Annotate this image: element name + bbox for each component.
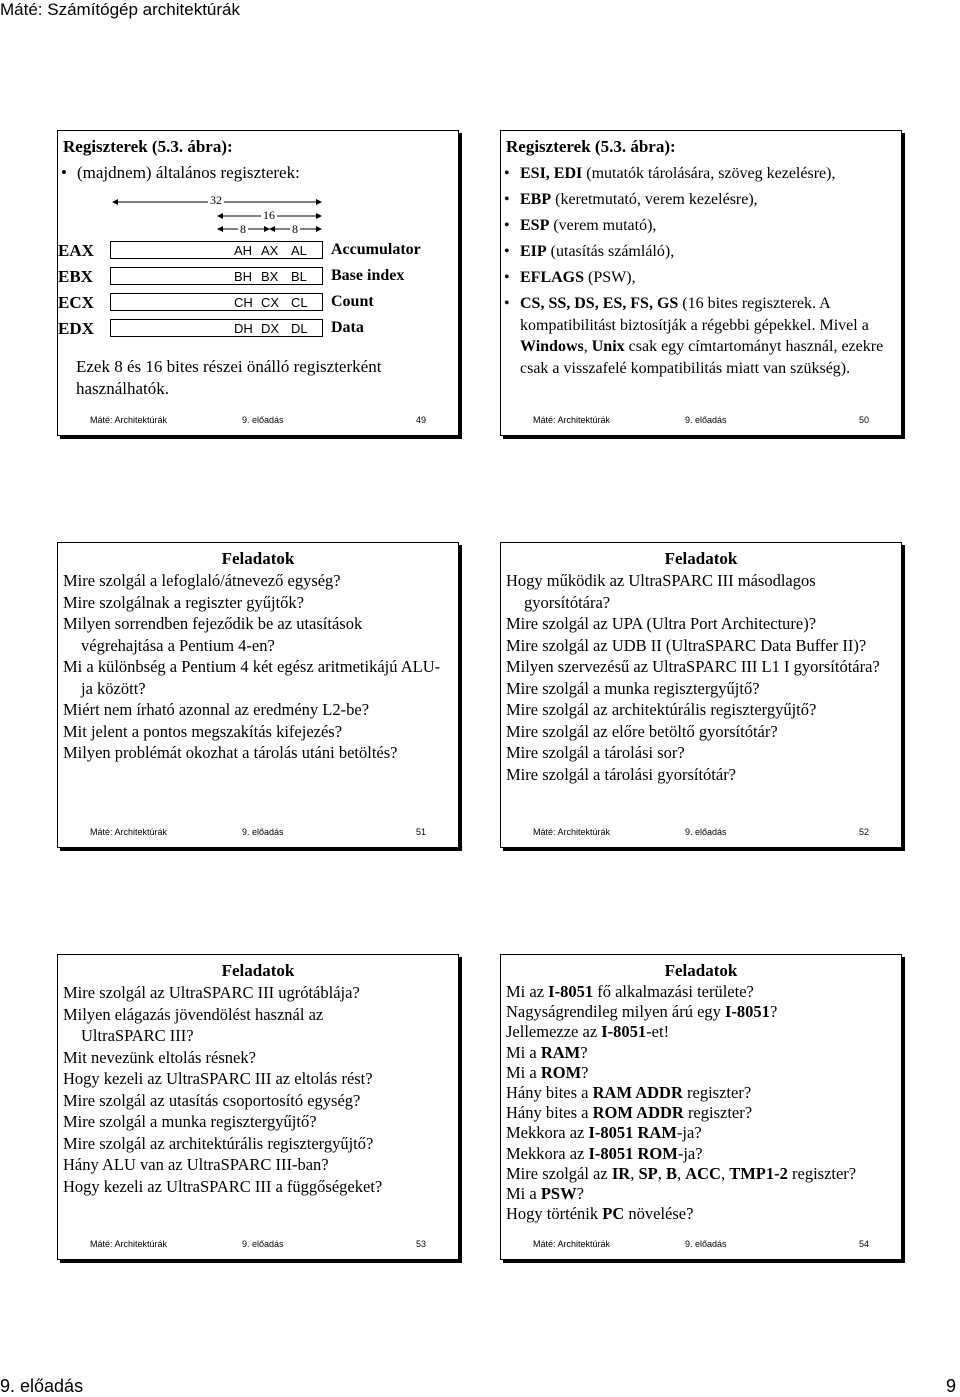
footer-author: Máté: Architektúrák	[533, 827, 611, 837]
question-item: Mi az I-8051 fő alkalmazási területe?	[506, 982, 754, 1001]
page-footer-lecture: 9. előadás	[0, 1376, 84, 1396]
question-item: Mire szolgál a tárolási sor?	[506, 743, 685, 762]
slide-54	[500, 954, 902, 1260]
page-header: Máté: Számítógép architektúrák	[0, 0, 241, 19]
question-item: Mire szolgál az előre betöltő gyorsítótár?	[506, 721, 778, 741]
question-item: Mi a ROM?	[506, 1062, 589, 1082]
question-item: Hogy kezeli az UltraSPARC III a függőségeket?	[63, 1176, 383, 1196]
footer-author: Máté: Architektúrák	[90, 827, 168, 837]
question-item: Mire szolgál az UltraSPARC III ugrótáblája?	[63, 983, 360, 1002]
list-item: • EBP (keretmutató, verem kezelésre),	[504, 189, 899, 211]
question-item: Hogy történik PC növelése?	[506, 1204, 694, 1224]
footer-lecture: 9. előadás	[685, 1239, 727, 1249]
footer-author: Máté: Architektúrák	[533, 415, 611, 425]
slide-heading: Feladatok	[664, 549, 738, 568]
slide-footer	[58, 1239, 458, 1251]
footer-slide-number: 53	[415, 1239, 426, 1249]
question-item: Milyen elágazás jövendölést használ az UltraSPARC III?	[63, 1004, 324, 1045]
footer-author: Máté: Architektúrák	[90, 415, 168, 425]
slide-heading: Feladatok	[221, 549, 295, 568]
footer-slide-number: 54	[858, 1239, 869, 1249]
slide-49	[57, 130, 459, 436]
label-32: 32	[210, 193, 222, 207]
slide-footer	[501, 415, 901, 427]
register-dh: DH	[234, 321, 253, 336]
footer-slide-number: 49	[415, 415, 426, 425]
question-list	[506, 570, 901, 785]
footer-lecture: 9. előadás	[685, 415, 727, 425]
register-bx: BX	[261, 269, 279, 284]
question-item: Mire szolgál a tárolási gyorsítótár?	[506, 764, 737, 784]
register-bh: BH	[234, 269, 253, 284]
slide-heading: Feladatok	[221, 961, 295, 980]
register-al: AL	[291, 243, 307, 258]
footer-author: Máté: Architektúrák	[533, 1239, 611, 1249]
question-item: Hány bites a ROM ADDR regiszter?	[506, 1103, 753, 1123]
question-item: Mekkora az I-8051 ROM-ja?	[506, 1143, 703, 1163]
question-item: Mire szolgál a munka regisztergyűjtő?	[506, 678, 760, 698]
question-item: Mire szolgál az architektúrális regisztergyűjtő?	[63, 1133, 374, 1153]
question-item: Mi a PSW?	[506, 1184, 584, 1204]
footer-slide-number: 52	[858, 827, 869, 837]
register-cl: CL	[291, 295, 308, 310]
slide-footer	[501, 827, 901, 839]
slide-note: Ezek 8 és 16 bites részei önálló regiszterként használhatók.	[76, 357, 382, 398]
label-8-low: 8	[292, 222, 298, 236]
question-item: Mire szolgál az UDB II (UltraSPARC Data Buffer II)?	[506, 635, 867, 655]
slide-title: Regiszterek (5.3. ábra):	[63, 137, 233, 156]
register-dl: DL	[291, 321, 308, 336]
footer-author: Máté: Architektúrák	[90, 1239, 168, 1249]
question-item: Jellemezze az I-8051-et!	[506, 1022, 670, 1042]
question-item: Mire szolgál a munka regisztergyűjtő?	[63, 1112, 317, 1131]
register-ecx-box	[110, 293, 323, 311]
label-8-high: 8	[240, 222, 246, 236]
footer-slide-number: 51	[415, 827, 426, 837]
question-item: Milyen szervezésű az UltraSPARC III L1 I gyorsítótára?	[506, 657, 880, 676]
register-cx: CX	[261, 295, 280, 310]
slide-title: Regiszterek (5.3. ábra):	[506, 137, 676, 156]
question-item: Hogy kezeli az UltraSPARC III az eltolás rést?	[63, 1069, 373, 1088]
slide-52	[500, 542, 902, 848]
question-list	[63, 982, 448, 1197]
register-ebx-box	[110, 267, 323, 285]
question-item: Mire szolgál az UPA (Ultra Port Architecture)?	[506, 614, 817, 633]
register-ch: CH	[234, 295, 253, 310]
question-item: Mit nevezünk eltolás résnek?	[63, 1047, 256, 1067]
slide-51	[57, 542, 459, 848]
register-ebx-role: Base index	[331, 267, 405, 284]
question-item: Hány ALU van az UltraSPARC III-ban?	[63, 1155, 329, 1174]
list-item: • EIP (utasítás számláló),	[504, 241, 899, 263]
register-ax: AX	[261, 243, 279, 258]
question-item: Mire szolgál az utasítás csoportosító egység?	[63, 1090, 361, 1110]
label-16: 16	[263, 208, 275, 222]
register-dx: DX	[261, 321, 280, 336]
slide-footer	[58, 415, 458, 427]
question-item: Mi a RAM?	[506, 1042, 588, 1062]
bullet-general-registers: • (majdnem) általános regiszterek:	[61, 163, 300, 183]
register-ebx-name: EBX	[58, 267, 93, 286]
question-item: Mi a különbség a Pentium 4 két egész aritmetikájú ALU-ja között?	[63, 657, 441, 698]
register-eax-box	[110, 241, 323, 259]
question-list	[506, 982, 901, 1224]
register-edx-role: Data	[331, 319, 364, 336]
question-item: Hány bites a RAM ADDR regiszter?	[506, 1083, 752, 1103]
question-item: Milyen sorrendben fejeződik be az utasítások végrehajtása a Pentium 4-en?	[63, 614, 363, 655]
question-item: Nagyságrendileg milyen árú egy I-8051?	[506, 1002, 778, 1022]
register-ecx-name: ECX	[58, 293, 94, 312]
question-item: Mire szolgálnak a regiszter gyűjtők?	[63, 592, 304, 612]
bit-width-diagram	[58, 189, 460, 249]
question-item: Hogy működik az UltraSPARC III másodlagos gyorsítótára?	[506, 571, 816, 612]
slide-53	[57, 954, 459, 1260]
footer-lecture: 9. előadás	[242, 827, 284, 837]
question-item: Milyen problémát okozhat a tárolás utáni betöltés?	[63, 743, 398, 762]
slide-footer	[501, 1239, 901, 1251]
list-item: • EFLAGS (PSW),	[504, 267, 899, 289]
question-item: Mit jelent a pontos megszakítás kifejezés?	[63, 721, 343, 741]
page-number: 9	[945, 1376, 956, 1396]
list-item: • ESI, EDI (mutatók tárolására, szöveg kezelésre),	[504, 163, 899, 185]
question-list	[63, 570, 448, 764]
register-edx-box	[110, 319, 323, 337]
slide-50	[500, 130, 902, 436]
register-edx-name: EDX	[58, 319, 94, 338]
footer-lecture: 9. előadás	[242, 415, 284, 425]
register-ecx-role: Count	[331, 293, 374, 310]
footer-lecture: 9. előadás	[242, 1239, 284, 1249]
list-item: • ESP (verem mutató),	[504, 215, 899, 237]
register-bl: BL	[291, 269, 307, 284]
question-item: Miért nem írható azonnal az eredmény L2-be?	[63, 700, 370, 719]
question-item: Mire szolgál az IR, SP, B, ACC, TMP1-2 regiszter?	[506, 1163, 857, 1183]
question-item: Mire szolgál az architektúrális regisztergyűjtő?	[506, 700, 817, 719]
slide-footer	[58, 827, 458, 839]
footer-lecture: 9. előadás	[685, 827, 727, 837]
register-list	[504, 163, 899, 384]
question-item: Mire szolgál a lefoglaló/átnevező egység?	[63, 571, 341, 590]
register-eax-name: EAX	[58, 241, 94, 260]
question-item: Mekkora az I-8051 RAM-ja?	[506, 1123, 702, 1143]
register-eax-role: Accumulator	[331, 241, 421, 258]
list-item: • CS, SS, DS, ES, FS, GS (16 bites regiszterek. A kompatibilitást biztosítják a régebbi gépekkel. Mivel a Windows, Unix csak egy címtartományt használ, ezekre csak a visszafelé kompatibilitás miatt van szükség).	[504, 293, 899, 379]
slide-heading: Feladatok	[664, 961, 738, 980]
footer-slide-number: 50	[858, 415, 869, 425]
register-ah: AH	[234, 243, 253, 258]
